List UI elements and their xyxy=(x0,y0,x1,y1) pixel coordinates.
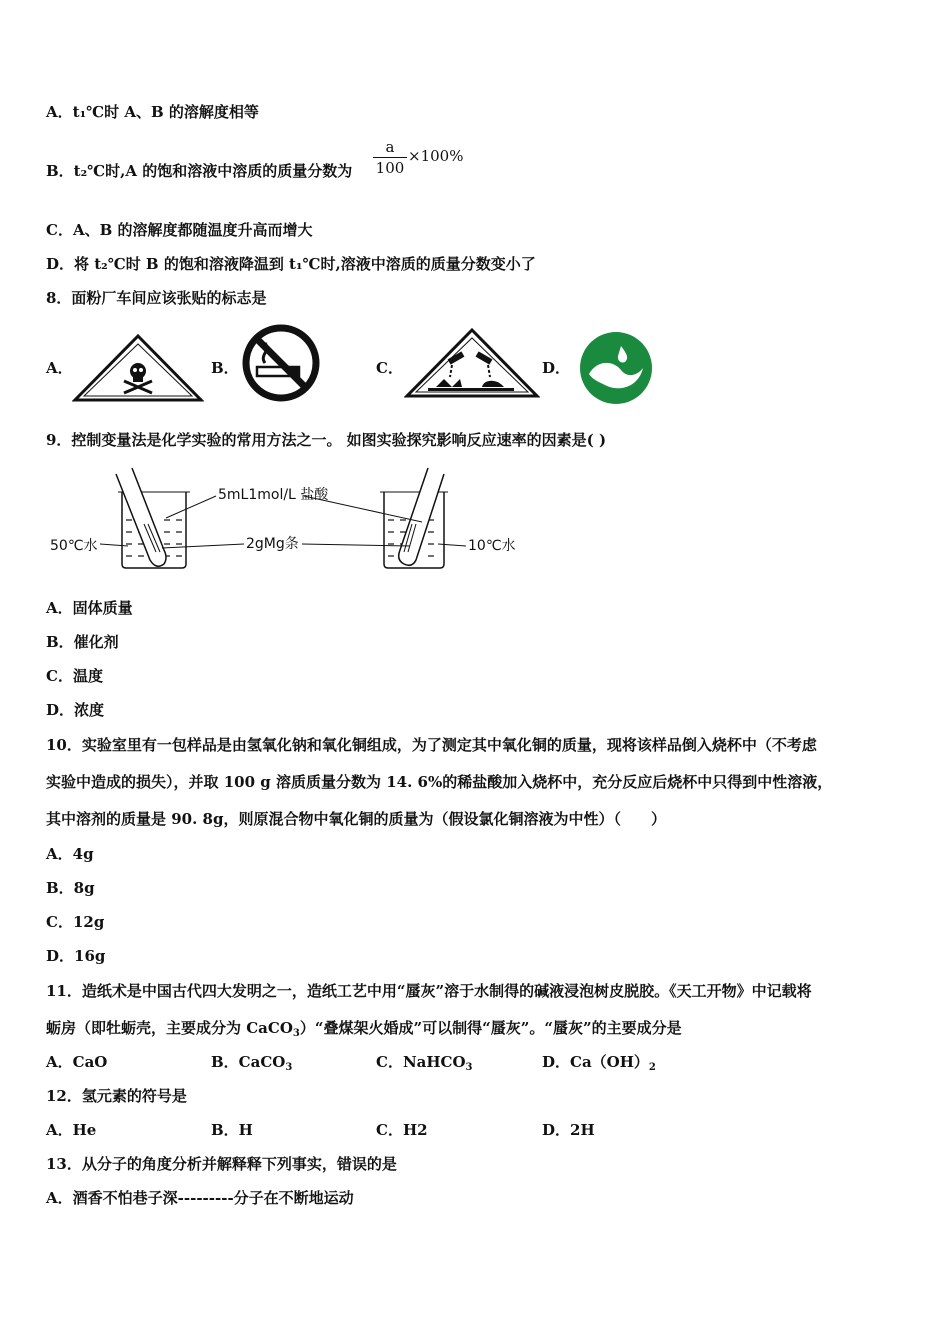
water-saving-icon xyxy=(577,330,655,406)
q13-option-a: A．酒香不怕巷子深---------分子在不断地运动 xyxy=(46,1189,354,1207)
q10-option-d: D．16g xyxy=(46,947,106,965)
q7-option-d: D．将 t₂℃时 B 的饱和溶液降温到 t₁℃时,溶液中溶质的质量分数变小了 xyxy=(46,255,536,273)
q10-stem-line1: 10．实验室里有一包样品是由氢氧化钠和氧化铜组成，为了测定其中氧化铜的质量，现将该样品倒入烧杯中（不考虑 xyxy=(46,736,817,754)
q11-line2-subscript: 3 xyxy=(292,1028,300,1039)
reaction-rate-experiment-figure xyxy=(46,466,526,578)
q11-option-c xyxy=(376,1052,473,1078)
q12-option-c: C．H2 xyxy=(376,1121,428,1139)
q9-stem: 9．控制变量法是化学实验的常用方法之一。 如图实验探究影响反应速率的因素是( ) xyxy=(46,431,607,449)
q11-option-d-sub: 2 xyxy=(648,1062,656,1073)
q12-option-b: B．H xyxy=(211,1121,253,1139)
q8-label-c: C． xyxy=(376,359,403,377)
q7-fraction xyxy=(373,138,407,177)
q7-option-c: C．A、B 的溶解度都随温度升高而增大 xyxy=(46,221,313,239)
label-mg-strip: 2gMg条 xyxy=(246,536,299,552)
fraction-numerator: a xyxy=(385,138,395,156)
q10-option-a: A．4g xyxy=(46,845,94,863)
q11-option-c-sub: 3 xyxy=(465,1062,473,1073)
q8-stem: 8．面粉厂车间应该张贴的标志是 xyxy=(46,289,267,307)
label-acid: 5mL1mol/L 盐酸 xyxy=(218,487,329,503)
q11-option-b-sub: 3 xyxy=(285,1062,293,1073)
q10-option-c: C．12g xyxy=(46,913,105,931)
q12-option-d: D．2H xyxy=(542,1121,595,1139)
corrosive-sign-icon xyxy=(404,327,540,399)
q10-stem-line2: 实验中造成的损失），并取 100 g 溶质质量分数为 14. 6%的稀盐酸加入烧杯中，充分反应后烧杯中只得到中性溶液， xyxy=(46,773,833,791)
q12-option-a: A．He xyxy=(46,1121,97,1139)
fraction-bar xyxy=(373,157,407,158)
q7-option-b xyxy=(46,161,352,181)
q8-label-b: B． xyxy=(211,359,239,377)
q7-option-b-text: B．t₂℃时,A 的饱和溶液中溶质的质量分数为 xyxy=(46,162,353,180)
label-10c-water: 10℃水 xyxy=(468,538,516,554)
q11-line2-text-b: ）“叠煤架火婚成”可以制得“蜃灰”。“蜃灰”的主要成分是 xyxy=(299,1019,682,1037)
q11-option-d-text: D．Ca（OH） xyxy=(542,1053,649,1071)
q10-stem-line3: 其中溶剂的质量是 90. 8g，则原混合物中氧化铜的质量为（假设氯化铜溶液为中性）（ ） xyxy=(46,810,666,828)
q11-option-c-text: C．NaHCO xyxy=(376,1053,466,1071)
q13-stem: 13．从分子的角度分析并解释释下列事实，错误的是 xyxy=(46,1155,397,1173)
q11-line2-text-a: 蛎房（即牡蛎壳，主要成分为 CaCO xyxy=(46,1019,293,1037)
q11-option-b-text: B．CaCO xyxy=(211,1053,286,1071)
q9-option-c: C．温度 xyxy=(46,667,103,685)
q9-option-b: B．催化剂 xyxy=(46,633,119,651)
q9-option-a: A．固体质量 xyxy=(46,599,133,617)
q12-stem: 12．氢元素的符号是 xyxy=(46,1087,187,1105)
q11-stem-line2 xyxy=(46,1018,682,1044)
q8-label-a: A． xyxy=(46,359,73,377)
q11-option-d xyxy=(542,1052,656,1078)
label-50c-water: 50℃水 xyxy=(50,538,98,554)
q11-option-a: A．CaO xyxy=(46,1053,108,1071)
q7-option-a: A．t₁℃时 A、B 的溶解度相等 xyxy=(46,103,259,121)
fraction-denominator: 100 xyxy=(375,159,405,177)
q11-option-b xyxy=(211,1052,292,1078)
q7-percent: ×100% xyxy=(408,147,464,165)
q10-option-b: B．8g xyxy=(46,879,95,897)
toxic-sign-icon xyxy=(72,333,204,403)
q8-label-d: D． xyxy=(542,359,571,377)
q11-stem-line1: 11．造纸术是中国古代四大发明之一，造纸工艺中用“蜃灰”溶于水制得的碱液浸泡树皮脱胶。《天工开物》中记载将 xyxy=(46,982,812,1000)
no-smoking-icon xyxy=(241,323,321,403)
q9-option-d: D．浓度 xyxy=(46,701,105,719)
